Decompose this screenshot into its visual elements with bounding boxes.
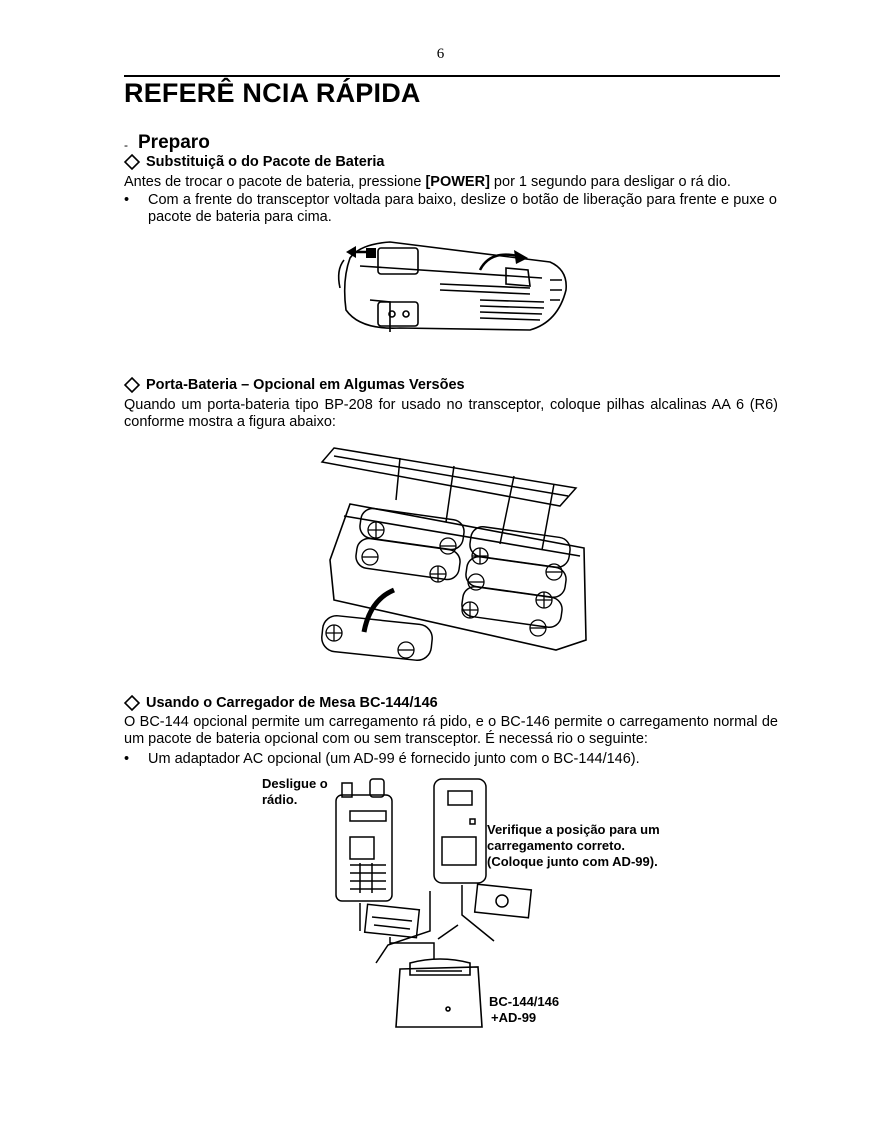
transceiver-drawing	[336, 779, 392, 901]
lift-arrow-icon	[480, 250, 528, 270]
heading-text: Substituiçã o do Pacote de Bateria	[146, 154, 385, 170]
bullet-ac-adapter	[124, 751, 780, 769]
heading-text: Porta-Bateria – Opcional em Algumas Versões	[146, 377, 465, 393]
caption-line: carregamento correto.	[487, 838, 625, 853]
heading-battery-case	[124, 377, 465, 393]
bullet-release-pack	[124, 192, 780, 228]
caption-turn-off-radio	[262, 776, 328, 808]
power-key-label: [POWER]	[425, 174, 490, 190]
heading-desktop-charger	[124, 695, 438, 711]
section-title: Preparo	[138, 132, 210, 153]
caption-line: Verifique a posição para um	[487, 822, 660, 837]
page-title: REFERÊ NCIA RÁPIDA	[124, 78, 421, 108]
paragraph-power-off	[124, 174, 784, 191]
figure-battery-pack-removal	[330, 230, 580, 345]
bullet-text: Com a frente do transceptor voltada para baixo, deslize o botão de liberação para frente e puxe o pacote de bateria para cima.	[148, 192, 777, 225]
insert-arrow-icon	[364, 590, 394, 632]
bullet-dot: •	[124, 192, 130, 208]
title-rule	[124, 75, 780, 77]
diamond-icon	[124, 377, 140, 393]
caption-charger-model	[489, 994, 559, 1026]
polarity-marks	[326, 522, 562, 658]
figure-battery-case	[304, 440, 594, 665]
caption-line: rádio.	[262, 792, 298, 807]
diamond-icon	[124, 695, 140, 711]
diamond-icon	[124, 154, 140, 170]
heading-text: Usando o Carregador de Mesa BC-144/146	[146, 695, 438, 711]
charger-adapters	[365, 884, 532, 937]
caption-line: BC-144/146	[489, 994, 560, 1009]
connection-lines	[360, 885, 494, 963]
battery-cells	[320, 507, 571, 662]
caption-line: Desligue o	[262, 776, 328, 791]
text-run: por 1 segundo para desligar o rá dio.	[489, 174, 731, 190]
section-mark: -	[124, 138, 128, 152]
text-run: Antes de trocar o pacote de bateria, pressione	[124, 174, 426, 190]
battery-pack-drawing	[434, 779, 486, 883]
bullet-text: Um adaptador AC opcional (um AD-99 é fornecido junto com o BC-144/146).	[148, 751, 640, 767]
paragraph-charger: O BC-144 opcional permite um carregamento rá pido, e o BC-146 permite o carregamento normal de um pacote de bateria opcional com ou sem transceptor. É necessá rio o seguinte:	[124, 714, 778, 747]
caption-check-position	[487, 822, 660, 870]
paragraph-battery-case: Quando um porta-bateria tipo BP-208 for usado no transceptor, coloque pilhas alcalinas AA 6 (R6) conforme mostra a figura abaixo:	[124, 397, 778, 430]
caption-line: +AD-99	[491, 1010, 537, 1025]
caption-line: (Coloque junto com AD-99).	[487, 854, 658, 869]
desktop-charger-drawing	[396, 959, 482, 1027]
bullet-dot: •	[124, 751, 130, 767]
heading-battery-replacement	[124, 154, 385, 170]
page-number: 6	[436, 46, 445, 62]
